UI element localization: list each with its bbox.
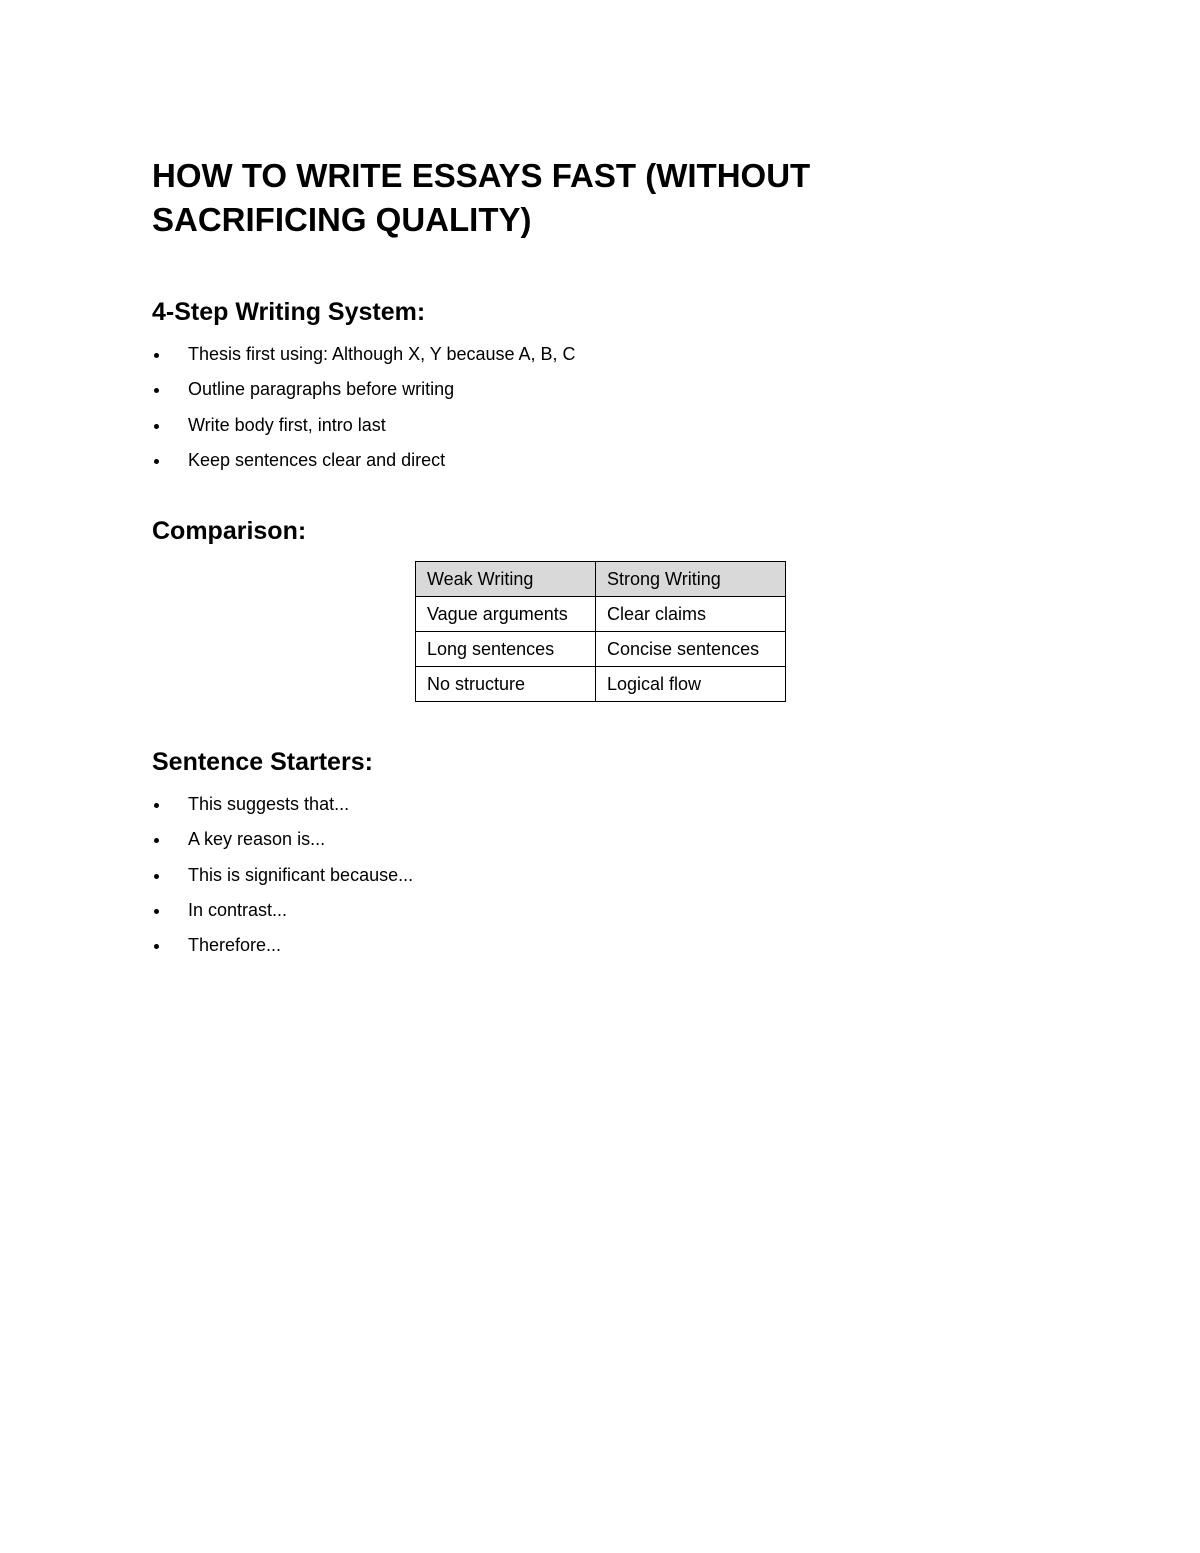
document-title — [152, 154, 1052, 242]
document-title-line-2: SACRIFICING QUALITY) — [152, 201, 532, 238]
list-item-text: A key reason is... — [188, 829, 326, 850]
table-cell: Vague arguments — [416, 597, 596, 632]
table-row — [416, 632, 786, 667]
list-item-text: This suggests that... — [188, 794, 350, 814]
list-item-text: Write body first, intro last — [188, 414, 386, 435]
list-item-text: In contrast... — [188, 899, 288, 920]
list-item — [152, 933, 413, 968]
bullet-icon — [154, 909, 159, 914]
table-header-row — [416, 562, 786, 597]
table-row — [416, 597, 786, 632]
table-cell: Logical flow — [596, 667, 786, 702]
list-item — [152, 448, 576, 483]
column-header-weak: Weak Writing — [416, 562, 596, 597]
bullet-icon — [154, 459, 159, 464]
list-item — [152, 342, 576, 377]
list-item-text: Therefore... — [188, 935, 282, 956]
comparison-heading: Comparison: — [152, 517, 307, 545]
list-item — [152, 377, 576, 412]
table-row — [416, 667, 786, 702]
table-cell: Clear claims — [596, 597, 786, 632]
bullet-icon — [154, 424, 159, 429]
bullet-icon — [154, 838, 159, 843]
starters-list — [152, 792, 413, 968]
list-item-text: Thesis first using: Although X, Y because A, B, C — [188, 344, 576, 364]
list-item-text: Outline paragraphs before writing — [188, 379, 455, 400]
table-cell: No structure — [416, 667, 596, 702]
list-item — [152, 413, 576, 448]
list-item-text: This is significant because... — [188, 864, 414, 885]
steps-heading: 4-Step Writing System: — [152, 298, 426, 326]
column-header-strong: Strong Writing — [596, 562, 786, 597]
bullet-icon — [154, 803, 159, 808]
table-cell: Concise sentences — [596, 632, 786, 667]
comparison-table — [415, 561, 786, 702]
list-item — [152, 827, 413, 862]
bullet-icon — [154, 353, 159, 358]
list-item — [152, 898, 413, 933]
starters-heading: Sentence Starters: — [152, 748, 373, 776]
list-item-text: Keep sentences clear and direct — [188, 449, 446, 470]
steps-list — [152, 342, 576, 483]
bullet-icon — [154, 388, 159, 393]
bullet-icon — [154, 874, 159, 879]
document-title-line-1: HOW TO WRITE ESSAYS FAST (WITHOUT — [152, 157, 811, 194]
bullet-icon — [154, 944, 159, 949]
list-item — [152, 863, 413, 898]
list-item — [152, 792, 413, 827]
table-cell: Long sentences — [416, 632, 596, 667]
